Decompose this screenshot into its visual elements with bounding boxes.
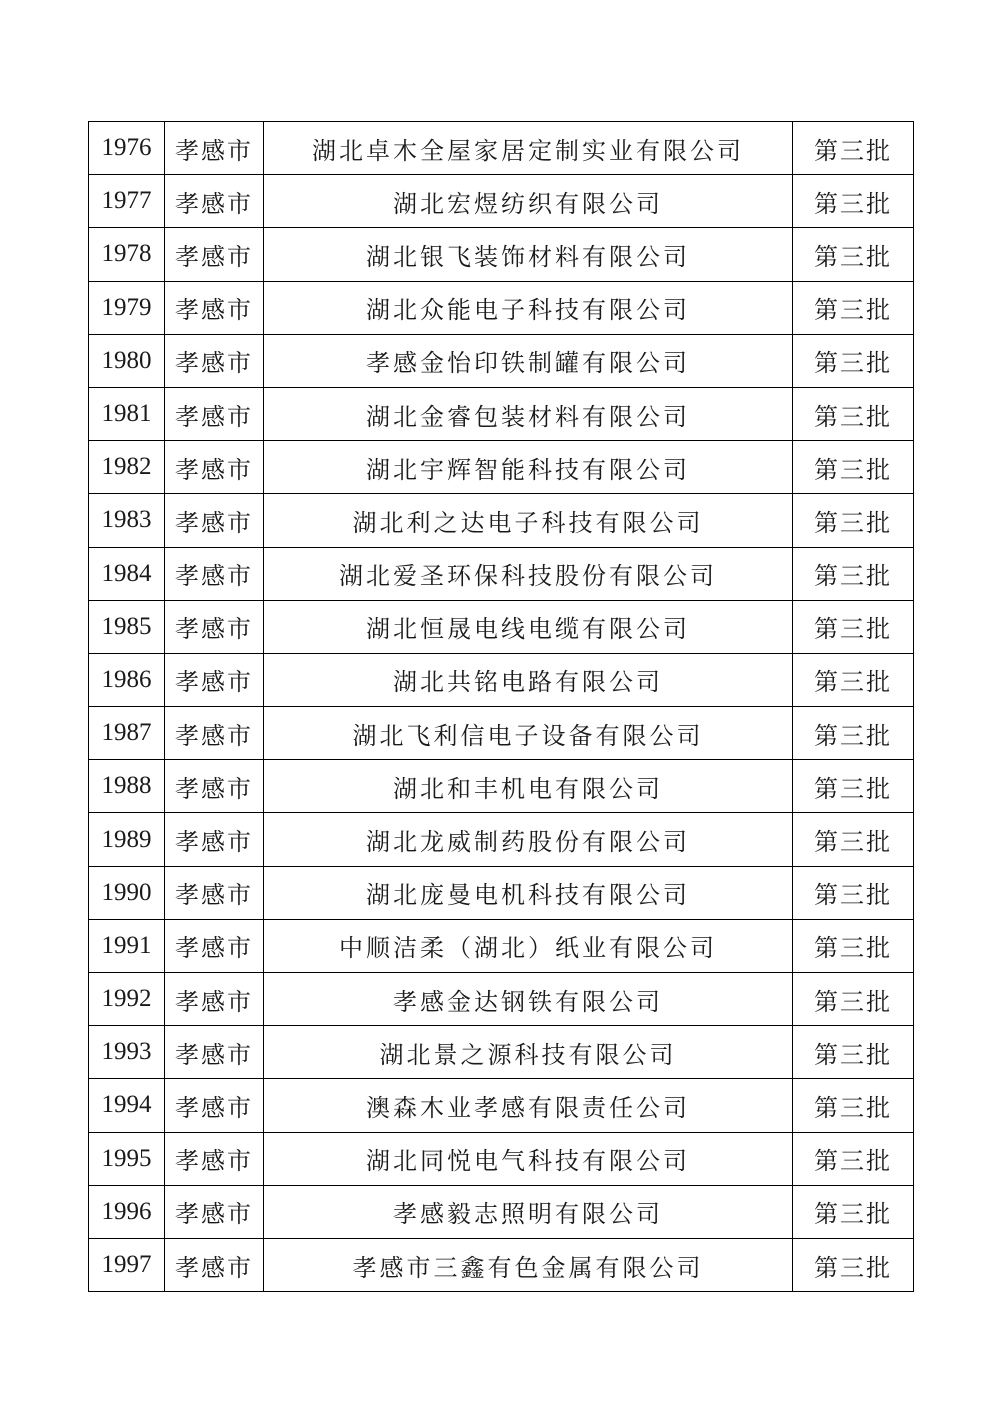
row-number: 1997 (89, 1238, 165, 1291)
row-number: 1990 (89, 866, 165, 919)
table-row (89, 281, 914, 334)
row-number: 1994 (89, 1079, 165, 1132)
table-row (89, 707, 914, 760)
row-number: 1988 (89, 760, 165, 813)
row-batch: 第三批 (793, 653, 914, 706)
row-company-name: 孝感金怡印铁制罐有限公司 (264, 334, 793, 387)
row-city: 孝感市 (165, 653, 264, 706)
row-company-name: 湖北龙威制药股份有限公司 (264, 813, 793, 866)
row-batch: 第三批 (793, 1132, 914, 1185)
row-city: 孝感市 (165, 1079, 264, 1132)
row-number: 1982 (89, 441, 165, 494)
row-company-name: 湖北共铭电路有限公司 (264, 653, 793, 706)
row-company-name: 湖北同悦电气科技有限公司 (264, 1132, 793, 1185)
table-row (89, 547, 914, 600)
row-number: 1991 (89, 919, 165, 972)
row-city: 孝感市 (165, 547, 264, 600)
row-city: 孝感市 (165, 122, 264, 175)
row-company-name: 湖北利之达电子科技有限公司 (264, 494, 793, 547)
row-company-name: 中顺洁柔（湖北）纸业有限公司 (264, 919, 793, 972)
row-number: 1995 (89, 1132, 165, 1185)
table-row (89, 973, 914, 1026)
row-company-name: 湖北金睿包装材料有限公司 (264, 387, 793, 440)
row-number: 1987 (89, 707, 165, 760)
table-row (89, 122, 914, 175)
row-number: 1980 (89, 334, 165, 387)
row-batch: 第三批 (793, 919, 914, 972)
row-city: 孝感市 (165, 813, 264, 866)
table-row (89, 1238, 914, 1291)
table-row (89, 866, 914, 919)
company-list-table (88, 121, 914, 1292)
row-batch: 第三批 (793, 122, 914, 175)
row-number: 1983 (89, 494, 165, 547)
table-row (89, 1079, 914, 1132)
row-city: 孝感市 (165, 175, 264, 228)
row-company-name: 湖北宏煜纺织有限公司 (264, 175, 793, 228)
row-city: 孝感市 (165, 600, 264, 653)
row-number: 1986 (89, 653, 165, 706)
row-city: 孝感市 (165, 281, 264, 334)
table-row (89, 1132, 914, 1185)
row-number: 1978 (89, 228, 165, 281)
row-number: 1976 (89, 122, 165, 175)
row-city: 孝感市 (165, 707, 264, 760)
row-city: 孝感市 (165, 866, 264, 919)
row-number: 1984 (89, 547, 165, 600)
row-city: 孝感市 (165, 919, 264, 972)
row-batch: 第三批 (793, 866, 914, 919)
row-batch: 第三批 (793, 547, 914, 600)
row-city: 孝感市 (165, 494, 264, 547)
table-row (89, 228, 914, 281)
row-company-name: 湖北众能电子科技有限公司 (264, 281, 793, 334)
row-city: 孝感市 (165, 1238, 264, 1291)
row-city: 孝感市 (165, 973, 264, 1026)
row-batch: 第三批 (793, 1079, 914, 1132)
row-city: 孝感市 (165, 387, 264, 440)
row-city: 孝感市 (165, 1185, 264, 1238)
row-city: 孝感市 (165, 334, 264, 387)
row-company-name: 湖北景之源科技有限公司 (264, 1026, 793, 1079)
row-number: 1993 (89, 1026, 165, 1079)
row-batch: 第三批 (793, 1185, 914, 1238)
table-row (89, 1185, 914, 1238)
row-batch: 第三批 (793, 600, 914, 653)
row-city: 孝感市 (165, 1026, 264, 1079)
row-batch: 第三批 (793, 175, 914, 228)
table-row (89, 494, 914, 547)
row-company-name: 湖北卓木全屋家居定制实业有限公司 (264, 122, 793, 175)
table-row (89, 387, 914, 440)
row-company-name: 湖北爱圣环保科技股份有限公司 (264, 547, 793, 600)
row-batch: 第三批 (793, 228, 914, 281)
row-number: 1996 (89, 1185, 165, 1238)
row-city: 孝感市 (165, 228, 264, 281)
row-number: 1985 (89, 600, 165, 653)
row-company-name: 孝感金达钢铁有限公司 (264, 973, 793, 1026)
row-city: 孝感市 (165, 760, 264, 813)
table-row (89, 919, 914, 972)
table-row (89, 653, 914, 706)
table-row (89, 600, 914, 653)
row-batch: 第三批 (793, 387, 914, 440)
row-city: 孝感市 (165, 1132, 264, 1185)
table-row (89, 334, 914, 387)
table-body (89, 122, 914, 1292)
row-company-name: 湖北恒晟电线电缆有限公司 (264, 600, 793, 653)
row-company-name: 湖北宇辉智能科技有限公司 (264, 441, 793, 494)
row-batch: 第三批 (793, 813, 914, 866)
table-row (89, 1026, 914, 1079)
table-row (89, 175, 914, 228)
row-batch: 第三批 (793, 760, 914, 813)
row-number: 1992 (89, 973, 165, 1026)
row-batch: 第三批 (793, 1238, 914, 1291)
row-city: 孝感市 (165, 441, 264, 494)
table-row (89, 813, 914, 866)
row-company-name: 湖北庞曼电机科技有限公司 (264, 866, 793, 919)
row-batch: 第三批 (793, 281, 914, 334)
row-number: 1981 (89, 387, 165, 440)
row-batch: 第三批 (793, 494, 914, 547)
row-batch: 第三批 (793, 441, 914, 494)
table-row (89, 760, 914, 813)
row-number: 1979 (89, 281, 165, 334)
row-batch: 第三批 (793, 1026, 914, 1079)
row-batch: 第三批 (793, 334, 914, 387)
row-batch: 第三批 (793, 707, 914, 760)
row-company-name: 澳森木业孝感有限责任公司 (264, 1079, 793, 1132)
row-number: 1989 (89, 813, 165, 866)
row-company-name: 湖北和丰机电有限公司 (264, 760, 793, 813)
row-batch: 第三批 (793, 973, 914, 1026)
row-company-name: 湖北银飞装饰材料有限公司 (264, 228, 793, 281)
table-row (89, 441, 914, 494)
row-company-name: 孝感毅志照明有限公司 (264, 1185, 793, 1238)
row-company-name: 湖北飞利信电子设备有限公司 (264, 707, 793, 760)
row-company-name: 孝感市三鑫有色金属有限公司 (264, 1238, 793, 1291)
row-number: 1977 (89, 175, 165, 228)
